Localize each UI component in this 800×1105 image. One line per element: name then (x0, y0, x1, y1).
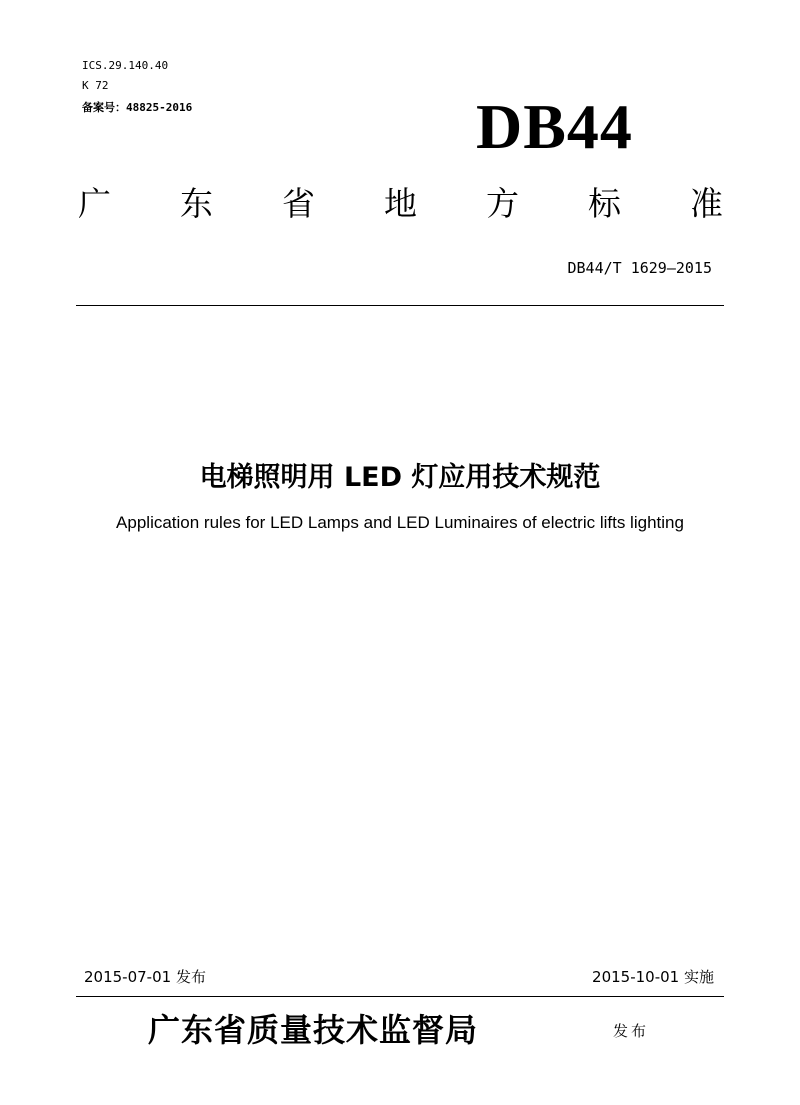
classification-code: K 72 (82, 79, 109, 92)
standard-logo: DB44 (476, 91, 633, 162)
ics-code: ICS.29.140.40 (82, 59, 169, 72)
standard-type-char: 方 (486, 184, 519, 223)
record-number: 备案号：48825-2016 (82, 101, 193, 114)
issue-date: 2015-07-01 发布 (84, 968, 206, 986)
implementation-date: 2015-10-01 实施 (592, 968, 714, 986)
issuing-authority: 广东省质量技术监督局 (148, 1011, 479, 1049)
standard-type-char: 准 (690, 184, 723, 223)
bottom-divider (76, 996, 724, 997)
standard-type-char: 地 (384, 184, 417, 223)
standard-number: DB44/T 1629—2015 (567, 259, 712, 277)
standard-type-heading (78, 182, 723, 226)
standard-type-char: 东 (180, 184, 213, 223)
standard-type-char: 省 (282, 184, 315, 223)
standard-type-char: 广 (78, 184, 111, 223)
title-chinese: 电梯照明用 LED 灯应用技术规范 (199, 462, 601, 493)
standard-type-char: 标 (588, 184, 621, 223)
top-divider (76, 305, 724, 306)
title-english: Application rules for LED Lamps and LED Luminaires of electric lifts lighting (116, 513, 684, 532)
publish-label: 发布 (613, 1022, 650, 1040)
